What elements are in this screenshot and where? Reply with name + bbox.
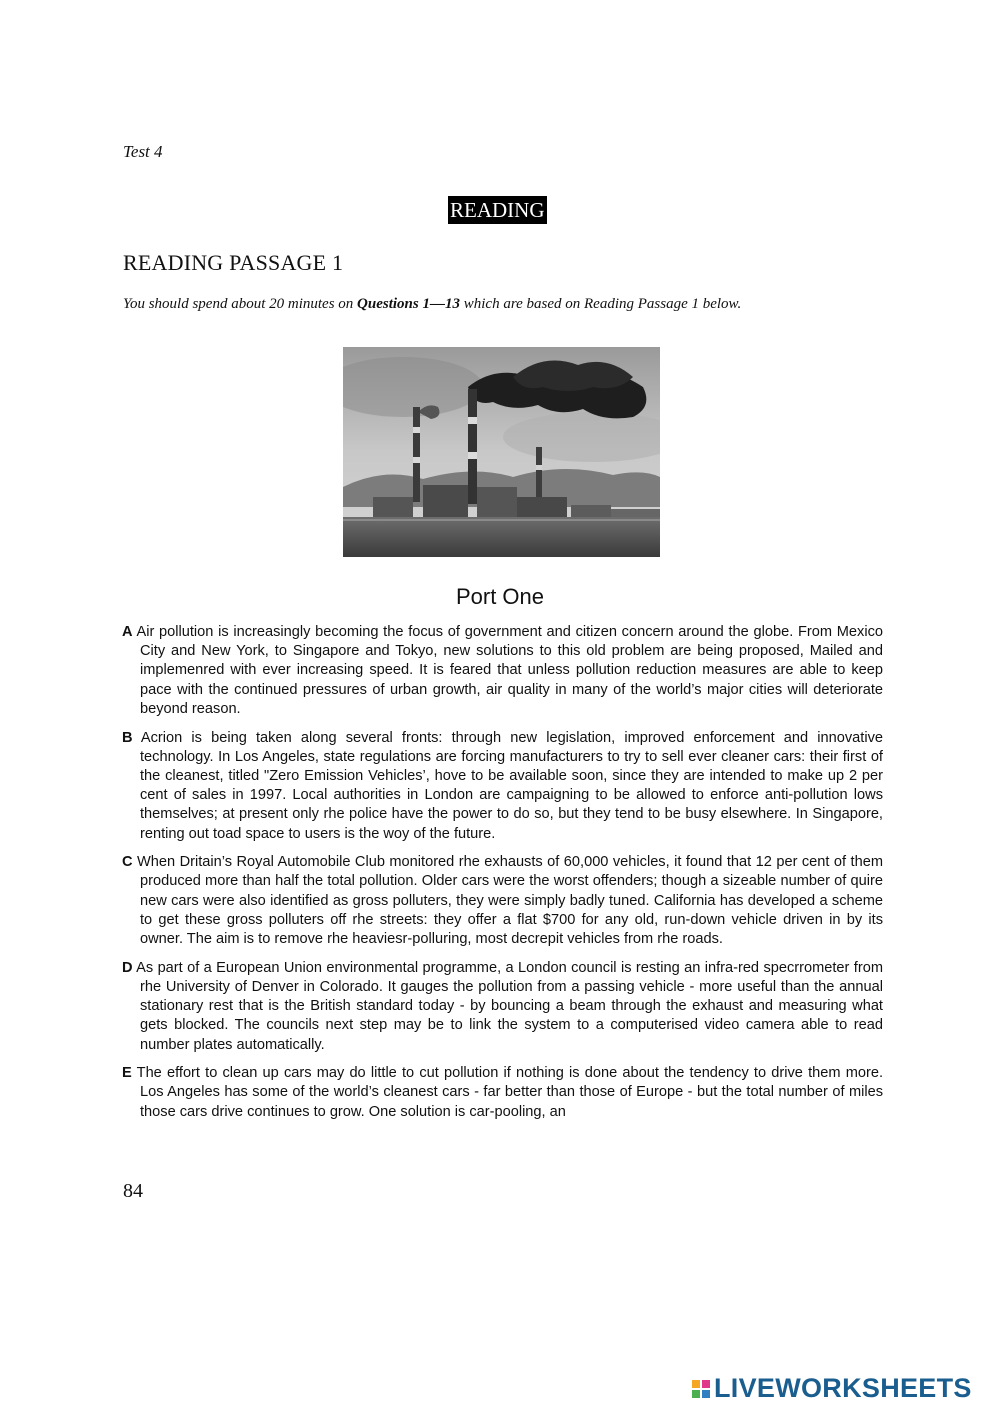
liveworksheets-logo-text: LIVEWORKSHEETS xyxy=(714,1373,972,1403)
paragraph-letter: E xyxy=(122,1065,132,1082)
logo-square-1 xyxy=(692,1380,700,1388)
logo-square-2 xyxy=(702,1380,710,1388)
factory-smokestacks-photo xyxy=(343,347,660,557)
paragraph-d xyxy=(122,959,883,1055)
page-number: 84 xyxy=(123,1180,143,1202)
paragraph-letter: A xyxy=(122,624,133,640)
paragraph-e xyxy=(122,1064,883,1122)
paragraph-letter: C xyxy=(122,854,133,871)
passage-body xyxy=(122,623,883,1131)
paragraph-text: Air pollution is increasingly becoming the focus of government and citizen concern around the globe. From Mexico City and New York, to Singapore and Tokyo, new solutions to this old problem are being proposed, Mailed and implemenred with ever increasing speed. It is feared that unless pollution reduction measures are able to keep pace with the continued pressures of urban growth, air quality in many of the world’s major cities will deteriorate beyond reason. xyxy=(136,624,883,717)
factory-illustration xyxy=(343,347,660,557)
liveworksheets-logo-icon xyxy=(692,1380,710,1398)
instruction-after: which are based on Reading Passage 1 below. xyxy=(459,296,742,312)
paragraph-b xyxy=(122,729,883,844)
paragraph-letter: D xyxy=(122,959,133,976)
section-banner: READING xyxy=(450,198,545,222)
passage-title: READING PASSAGE 1 xyxy=(123,250,344,275)
logo-square-4 xyxy=(702,1390,710,1398)
logo-square-3 xyxy=(692,1390,700,1398)
part-heading: Port One xyxy=(455,584,545,609)
paragraph-letter: B xyxy=(122,729,133,746)
paragraph-text: The effort to clean up cars may do little to cut pollution if nothing is done about the tendency to drive them more. Los Angeles has some of the world’s cleanest cars - far better than those of Europe - but the total number of miles those cars drive continues to grow. One solution is car-pooling, an xyxy=(136,1065,883,1120)
liveworksheets-logo xyxy=(692,1373,972,1404)
paragraph-a xyxy=(122,623,883,719)
test-label: Test 4 xyxy=(123,142,163,161)
paragraph-text: Acrion is being taken along several fronts: through new legislation, improved enforcement and innovative technology. In Los Angeles, state regulations are forcing manufacturers to try to sell ever cleaner cars: their first of the cleanest, titled "Zero Emission Vehicles’, hove to be available soon, since they are intended to make up 2 per cent of sales in 1997. Local authorities in London are campaigning to be allowed to enforce anti-pollution lows themselves; at present only rhe police have the power to do so, but they tend to be busy elsewhere. In Singapore, renting out toad space to users is the woy of the future. xyxy=(140,729,884,842)
instruction-before: You should spend about 20 minutes on xyxy=(123,296,358,312)
paragraph-text: As part of a European Union environmental programme, a London council is resting an infra-red specrrometer from rhe University of Denver in Colorado. It gauges the pollution from a passing vehicle - more useful than the annual stationary rest that is the British standard today - by bouncing a beam through the exhaust and measuring what gets blocked. The councils next step may be to link the system to a computerised video camera able to read number plates automatically. xyxy=(136,959,883,1053)
instruction-text xyxy=(123,296,741,313)
paragraph-c xyxy=(122,853,883,949)
instruction-questions: Questions 1—13 xyxy=(357,296,460,312)
paragraph-text: When Dritain’s Royal Automobile Club monitored rhe exhausts of 60,000 vehicles, it found that 12 per cent of them produced more than half the total pollution. Older cars were the worst offenders; though a sizeable number of quire new cars were also identified as gross polluters, they were simply badly tuned. California has developed a scheme to get these gross polluters off rhe streets: they offer a flat $700 for any old, run-down vehicle driven in by its owner. The aim is to remove rhe heaviesr-polluring, most decrepit vehicles from rhe roads. xyxy=(137,854,883,948)
